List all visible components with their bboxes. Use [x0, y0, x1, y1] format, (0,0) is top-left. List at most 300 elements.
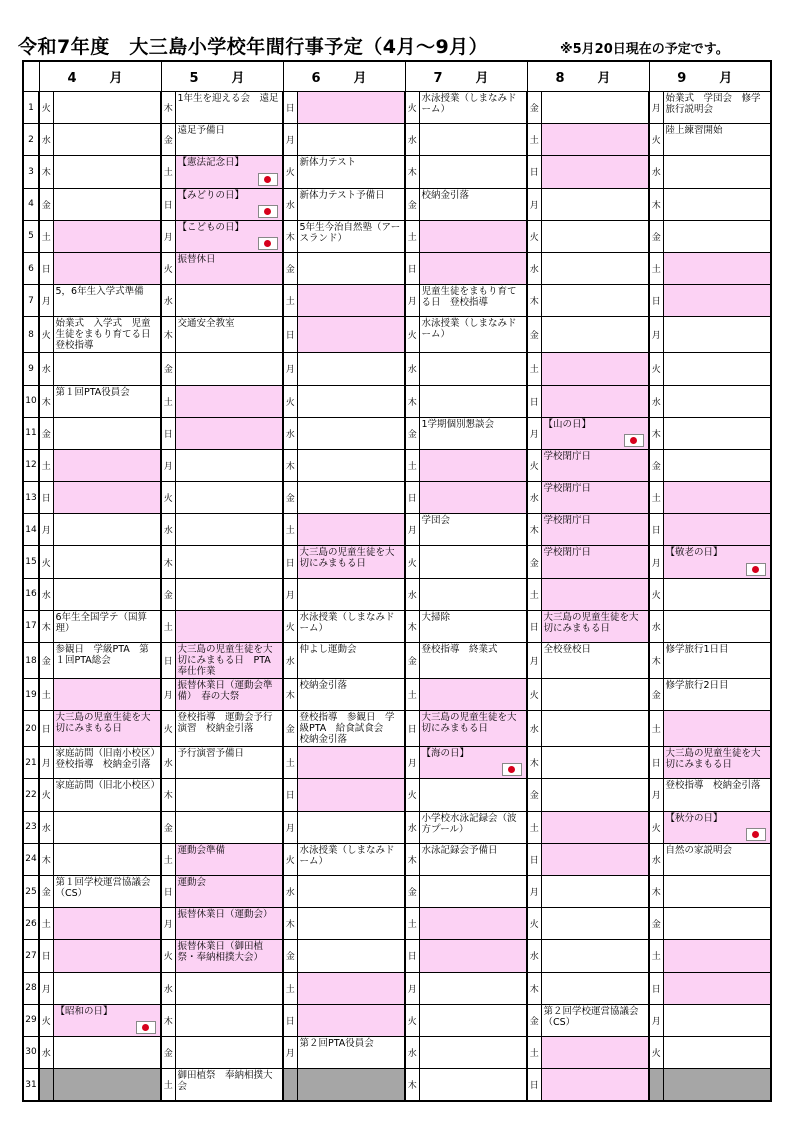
event-text: 予行演習予備日: [177, 748, 245, 760]
event-text: 新体力テスト予備日: [299, 189, 385, 201]
event-cell: [175, 578, 283, 610]
event-text: 学校閉庁日: [543, 547, 592, 559]
event-text: 運動会準備: [177, 844, 226, 856]
weekday-cell: 火: [649, 124, 663, 156]
event-cell: [663, 643, 771, 679]
event-text: 陸上練習開始: [665, 125, 723, 137]
weekday-cell: 木: [39, 843, 53, 875]
event-cell: [175, 1069, 283, 1102]
event-cell: [53, 843, 161, 875]
weekday-cell: 木: [39, 385, 53, 417]
day-number: 14: [23, 514, 39, 546]
event-cell: [53, 417, 161, 449]
weekday-cell: 水: [405, 1036, 419, 1068]
national-holiday-flag-icon: [136, 1021, 156, 1034]
event-cell: [53, 711, 161, 747]
day-row: [23, 252, 771, 284]
weekday-cell: 日: [527, 1069, 541, 1102]
weekday-cell: 金: [283, 711, 297, 747]
event-cell: [419, 317, 527, 353]
weekday-cell: 月: [161, 220, 175, 252]
weekday-cell: 火: [39, 92, 53, 124]
weekday-cell: 土: [527, 811, 541, 843]
event-cell: [175, 843, 283, 875]
event-text: 水泳授業（しまなみドーム）: [299, 611, 395, 634]
event-text: 【昭和の日】: [55, 1005, 113, 1017]
event-text: 大掃除: [421, 611, 451, 623]
event-cell: [175, 124, 283, 156]
day-row: [23, 908, 771, 940]
event-cell: [297, 385, 405, 417]
weekday-cell: 金: [527, 1004, 541, 1036]
weekday-cell: 土: [161, 1069, 175, 1102]
day-row: [23, 811, 771, 843]
event-text: 家庭訪問（旧南小校区） 登校指導 校納金引落: [55, 748, 165, 771]
weekday-cell: 金: [405, 643, 419, 679]
event-cell: [175, 417, 283, 449]
weekday-cell: 月: [161, 449, 175, 481]
event-cell: [297, 679, 405, 711]
weekday-cell: 日: [649, 747, 663, 779]
weekday-cell: 火: [161, 482, 175, 514]
day-row: [23, 353, 771, 385]
event-cell: [53, 679, 161, 711]
event-cell: [541, 972, 649, 1004]
event-text: 学校閉庁日: [543, 450, 592, 462]
weekday-cell: 水: [405, 811, 419, 843]
weekday-cell: 水: [405, 353, 419, 385]
weekday-cell: 火: [283, 156, 297, 188]
day-number: 21: [23, 747, 39, 779]
event-text: 【憲法記念日】: [177, 157, 245, 169]
event-cell: [663, 353, 771, 385]
weekday-cell: 火: [649, 578, 663, 610]
day-row: [23, 972, 771, 1004]
event-cell: [541, 1004, 649, 1036]
weekday-cell: 日: [527, 610, 541, 642]
event-cell: [175, 220, 283, 252]
event-cell: [541, 285, 649, 317]
weekday-cell: 金: [649, 449, 663, 481]
event-text: 【海の日】: [421, 748, 470, 760]
weekday-cell: 金: [39, 643, 53, 679]
weekday-cell: 水: [161, 747, 175, 779]
event-cell: [297, 417, 405, 449]
event-cell: [419, 578, 527, 610]
weekday-cell: 火: [283, 385, 297, 417]
event-text: 1年生を迎える会 遠足: [177, 93, 279, 104]
day-row: [23, 285, 771, 317]
weekday-cell: 土: [161, 156, 175, 188]
day-row: [23, 843, 771, 875]
weekday-cell: 月: [527, 643, 541, 679]
event-cell: [663, 449, 771, 481]
day-row: [23, 747, 771, 779]
event-cell: [53, 1036, 161, 1068]
weekday-cell: 日: [649, 285, 663, 317]
event-cell: [541, 679, 649, 711]
weekday-cell: 日: [283, 1004, 297, 1036]
weekday-cell: 火: [39, 546, 53, 578]
event-text: 【秋分の日】: [665, 812, 723, 824]
event-cell: [419, 482, 527, 514]
weekday-cell: 土: [283, 514, 297, 546]
event-cell: [663, 711, 771, 747]
weekday-cell: 水: [283, 188, 297, 220]
month-header-row: [23, 61, 771, 92]
event-cell: [175, 1004, 283, 1036]
event-cell: [175, 643, 283, 679]
event-cell: [419, 385, 527, 417]
month-header-may: 5 月: [161, 61, 283, 92]
weekday-cell: 金: [649, 220, 663, 252]
event-cell: [297, 188, 405, 220]
weekday-cell: 火: [283, 610, 297, 642]
weekday-cell: 火: [405, 92, 419, 124]
event-cell: [297, 875, 405, 907]
event-cell: [297, 514, 405, 546]
day-number: 30: [23, 1036, 39, 1068]
event-cell: [297, 1004, 405, 1036]
event-cell: [541, 843, 649, 875]
event-text: 始業式 学団会 修学旅行説明会: [665, 93, 761, 115]
event-cell: [663, 875, 771, 907]
weekday-cell: 土: [39, 449, 53, 481]
weekday-cell: 日: [405, 482, 419, 514]
event-cell: [419, 610, 527, 642]
event-cell: [541, 92, 649, 124]
weekday-cell: 金: [39, 188, 53, 220]
weekday-cell: 土: [649, 940, 663, 972]
event-cell: [175, 514, 283, 546]
event-cell: [541, 156, 649, 188]
event-cell: [175, 385, 283, 417]
event-cell: [297, 252, 405, 284]
day-number: 23: [23, 811, 39, 843]
event-cell: [297, 353, 405, 385]
day-row: [23, 220, 771, 252]
weekday-cell: [649, 1069, 663, 1102]
weekday-cell: 金: [161, 1036, 175, 1068]
weekday-cell: 金: [405, 188, 419, 220]
event-cell: [53, 779, 161, 811]
event-cell: [419, 220, 527, 252]
weekday-cell: 日: [405, 940, 419, 972]
month-header-june: 6 月: [283, 61, 405, 92]
weekday-cell: 土: [405, 220, 419, 252]
weekday-cell: 月: [283, 1036, 297, 1068]
event-cell: [53, 940, 161, 972]
event-cell: [53, 353, 161, 385]
event-cell: [663, 156, 771, 188]
weekday-cell: 土: [161, 385, 175, 417]
weekday-cell: 金: [649, 679, 663, 711]
event-cell: [175, 252, 283, 284]
event-cell: [663, 679, 771, 711]
event-cell: [53, 610, 161, 642]
weekday-cell: 火: [283, 843, 297, 875]
event-cell: [663, 514, 771, 546]
event-cell: [663, 482, 771, 514]
weekday-cell: 木: [527, 285, 541, 317]
day-row: [23, 610, 771, 642]
national-holiday-flag-icon: [258, 237, 278, 250]
event-cell: [175, 188, 283, 220]
event-cell: [53, 482, 161, 514]
weekday-cell: 水: [649, 843, 663, 875]
day-number: 15: [23, 546, 39, 578]
event-cell: [419, 643, 527, 679]
event-cell: [175, 546, 283, 578]
event-cell: [175, 482, 283, 514]
event-cell: [419, 972, 527, 1004]
event-cell: [297, 1069, 405, 1102]
event-cell: [541, 353, 649, 385]
event-cell: [541, 811, 649, 843]
weekday-cell: 月: [405, 285, 419, 317]
weekday-cell: 水: [649, 610, 663, 642]
day-number: 11: [23, 417, 39, 449]
calendar-body: [23, 92, 771, 1102]
event-cell: [419, 843, 527, 875]
weekday-cell: 日: [39, 482, 53, 514]
weekday-cell: 金: [405, 875, 419, 907]
event-cell: [419, 449, 527, 481]
event-cell: [663, 1069, 771, 1102]
event-cell: [663, 1036, 771, 1068]
event-cell: [663, 188, 771, 220]
event-cell: [175, 972, 283, 1004]
national-holiday-flag-icon: [624, 434, 644, 447]
weekday-cell: 木: [405, 1069, 419, 1102]
day-number: 29: [23, 1004, 39, 1036]
day-row: [23, 156, 771, 188]
event-cell: [663, 220, 771, 252]
day-number: 5: [23, 220, 39, 252]
event-cell: [53, 908, 161, 940]
weekday-cell: 火: [161, 711, 175, 747]
day-row: [23, 482, 771, 514]
event-cell: [297, 747, 405, 779]
event-text: 登校指導 終業式: [421, 644, 498, 655]
weekday-cell: 日: [283, 779, 297, 811]
weekday-cell: 火: [405, 317, 419, 353]
weekday-cell: 月: [649, 779, 663, 811]
day-number: 17: [23, 610, 39, 642]
weekday-cell: 木: [405, 843, 419, 875]
day-number: 19: [23, 679, 39, 711]
weekday-cell: 土: [283, 285, 297, 317]
event-cell: [541, 124, 649, 156]
weekday-cell: 水: [405, 578, 419, 610]
event-cell: [175, 679, 283, 711]
event-cell: [175, 940, 283, 972]
event-cell: [419, 285, 527, 317]
national-holiday-flag-icon: [258, 173, 278, 186]
event-cell: [663, 317, 771, 353]
weekday-cell: 金: [283, 252, 297, 284]
day-number: 8: [23, 317, 39, 353]
national-holiday-flag-icon: [502, 763, 522, 776]
event-cell: [663, 546, 771, 578]
event-cell: [541, 940, 649, 972]
event-text: 大三島の児童生徒を大切にみまもる日 PTA奉仕作業: [177, 644, 273, 677]
event-text: 学団会: [421, 515, 451, 527]
event-text: 仲よし運動会: [299, 644, 357, 655]
weekday-cell: 水: [39, 811, 53, 843]
event-cell: [541, 711, 649, 747]
event-cell: [53, 449, 161, 481]
weekday-cell: 日: [649, 972, 663, 1004]
event-cell: [297, 285, 405, 317]
event-text: 1学期個別懇談会: [421, 418, 495, 430]
weekday-cell: 月: [39, 285, 53, 317]
event-text: 小学校水泳記録会（波方プール）: [421, 812, 517, 835]
weekday-cell: 月: [527, 188, 541, 220]
event-cell: [663, 610, 771, 642]
weekday-cell: 木: [283, 449, 297, 481]
weekday-cell: 火: [527, 908, 541, 940]
event-cell: [419, 1004, 527, 1036]
weekday-cell: 土: [161, 843, 175, 875]
event-cell: [297, 92, 405, 124]
day-row: [23, 875, 771, 907]
weekday-cell: 日: [649, 514, 663, 546]
weekday-cell: 水: [527, 482, 541, 514]
weekday-cell: 金: [161, 811, 175, 843]
weekday-cell: 木: [39, 610, 53, 642]
weekday-cell: 水: [649, 156, 663, 188]
page-title: 令和7年度 大三島小学校年間行事予定（4月～9月）: [18, 36, 489, 58]
event-cell: [419, 353, 527, 385]
corner-cell: [23, 61, 39, 92]
event-cell: [175, 747, 283, 779]
weekday-cell: 木: [405, 385, 419, 417]
event-cell: [297, 610, 405, 642]
weekday-cell: 火: [39, 779, 53, 811]
weekday-cell: 土: [283, 972, 297, 1004]
weekday-cell: 水: [161, 514, 175, 546]
weekday-cell: 日: [283, 92, 297, 124]
event-cell: [419, 940, 527, 972]
event-cell: [175, 353, 283, 385]
event-cell: [419, 514, 527, 546]
event-cell: [297, 843, 405, 875]
event-cell: [541, 643, 649, 679]
day-number: 2: [23, 124, 39, 156]
weekday-cell: 木: [405, 156, 419, 188]
day-number: 12: [23, 449, 39, 481]
event-text: 御田植祭 奉納相撲大会: [177, 1070, 273, 1093]
day-row: [23, 711, 771, 747]
event-cell: [419, 1036, 527, 1068]
event-text: 家庭訪問（旧北小校区）: [55, 780, 161, 792]
day-row: [23, 1069, 771, 1102]
weekday-cell: 金: [527, 779, 541, 811]
event-cell: [541, 908, 649, 940]
event-cell: [297, 908, 405, 940]
weekday-cell: 木: [283, 679, 297, 711]
national-holiday-flag-icon: [746, 828, 766, 841]
weekday-cell: 金: [527, 92, 541, 124]
day-number: 9: [23, 353, 39, 385]
weekday-cell: 月: [283, 578, 297, 610]
weekday-cell: 月: [161, 679, 175, 711]
weekday-cell: 日: [161, 643, 175, 679]
event-cell: [541, 747, 649, 779]
event-cell: [541, 514, 649, 546]
event-cell: [541, 482, 649, 514]
weekday-cell: 木: [161, 317, 175, 353]
weekday-cell: 火: [527, 449, 541, 481]
weekday-cell: 日: [161, 875, 175, 907]
weekday-cell: 日: [283, 546, 297, 578]
event-cell: [419, 779, 527, 811]
day-row: [23, 940, 771, 972]
day-number: 26: [23, 908, 39, 940]
weekday-cell: 火: [161, 252, 175, 284]
event-cell: [419, 711, 527, 747]
event-cell: [419, 546, 527, 578]
event-text: 登校指導 校納金引落: [665, 780, 761, 792]
weekday-cell: 土: [649, 482, 663, 514]
event-cell: [419, 92, 527, 124]
weekday-cell: 日: [39, 711, 53, 747]
weekday-cell: 金: [161, 578, 175, 610]
event-cell: [419, 747, 527, 779]
day-row: [23, 779, 771, 811]
event-cell: [297, 449, 405, 481]
event-cell: [663, 285, 771, 317]
day-number: 10: [23, 385, 39, 417]
weekday-cell: 水: [39, 1036, 53, 1068]
weekday-cell: 月: [649, 92, 663, 124]
day-row: [23, 92, 771, 124]
weekday-cell: 土: [649, 252, 663, 284]
event-text: 学校閉庁日: [543, 483, 592, 495]
event-text: 【みどりの日】: [177, 189, 245, 201]
weekday-cell: 土: [527, 1036, 541, 1068]
event-cell: [297, 811, 405, 843]
day-row: [23, 1036, 771, 1068]
day-row: [23, 643, 771, 679]
weekday-cell: 日: [405, 711, 419, 747]
event-cell: [419, 875, 527, 907]
event-text: 登校指導 参観日 学級PTA 給食試食会 校納金引落: [299, 712, 395, 746]
weekday-cell: 火: [405, 779, 419, 811]
event-cell: [175, 156, 283, 188]
weekday-cell: 水: [283, 417, 297, 449]
event-text: 全校登校日: [543, 644, 592, 655]
weekday-cell: 木: [649, 417, 663, 449]
event-cell: [419, 188, 527, 220]
weekday-cell: 土: [527, 353, 541, 385]
event-text: 水泳授業（しまなみドーム）: [299, 844, 395, 867]
weekday-cell: 木: [161, 92, 175, 124]
event-cell: [297, 546, 405, 578]
day-number: 16: [23, 578, 39, 610]
weekday-cell: 火: [405, 1004, 419, 1036]
weekday-cell: 月: [649, 317, 663, 353]
event-text: 6年生全国学テ（国算理）: [55, 611, 148, 634]
event-text: 第２回学校運営協議会（CS）: [543, 1005, 639, 1028]
weekday-cell: 土: [39, 220, 53, 252]
day-number: 13: [23, 482, 39, 514]
event-cell: [175, 1036, 283, 1068]
weekday-cell: 月: [405, 747, 419, 779]
weekday-cell: 月: [527, 875, 541, 907]
event-cell: [53, 578, 161, 610]
